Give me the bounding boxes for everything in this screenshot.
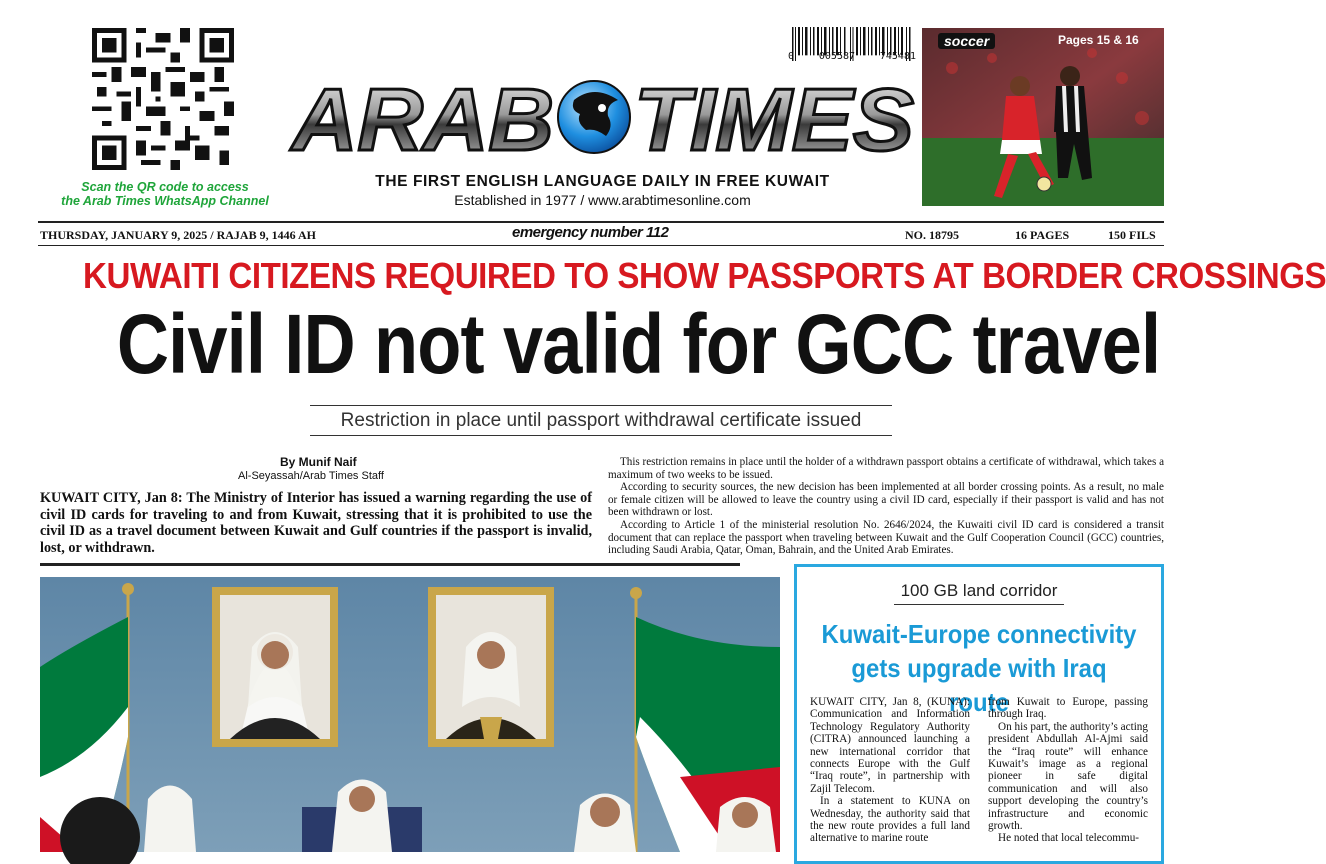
masthead-tagline: THE FIRST ENGLISH LANGUAGE DAILY IN FREE KUWAIT bbox=[290, 173, 915, 191]
masthead-title-left: ARAB bbox=[290, 70, 554, 169]
lead-headline[interactable]: Civil ID not valid for GCC travel bbox=[117, 296, 1085, 392]
barcode-digits-mid: 005587 bbox=[819, 51, 855, 62]
sidebar-kicker: 100 GB land corridor bbox=[894, 581, 1064, 601]
sidebar-kicker-rule bbox=[894, 604, 1064, 605]
barcode-number bbox=[788, 51, 916, 62]
portrait-left bbox=[212, 587, 338, 747]
soccer-tag[interactable]: soccer bbox=[938, 33, 995, 49]
portrait-right bbox=[428, 587, 554, 747]
dateline-rule-bottom bbox=[38, 245, 1164, 246]
issue-number: NO. 18795 bbox=[905, 228, 959, 243]
lead-kicker[interactable]: KUWAITI CITIZENS REQUIRED TO SHOW PASSPORTS AT BORDER CROSSINGS bbox=[83, 255, 1119, 297]
soccer-pages[interactable]: Pages 15 & 16 bbox=[1058, 33, 1139, 47]
soccer-promo-photo[interactable] bbox=[922, 28, 1164, 206]
byline-org: Al-Seyassah/Arab Times Staff bbox=[238, 470, 384, 482]
sidebar-paragraph: He noted that local telecommu- bbox=[988, 832, 1148, 844]
lead-deck: Restriction in place until passport withdrawal certificate issued bbox=[310, 405, 892, 436]
byline: By Munif Naif bbox=[280, 455, 357, 469]
sidebar-headline-line2: gets upgrade with Iraq route bbox=[820, 651, 1138, 719]
dateline-date: THURSDAY, JANUARY 9, 2025 / RAJAB 9, 1446 AH bbox=[40, 228, 316, 243]
qr-code[interactable] bbox=[92, 28, 234, 170]
dateline-rule-top bbox=[38, 221, 1164, 223]
sidebar-paragraph: from Kuwait to Europe, passing through Iraq. bbox=[988, 696, 1148, 721]
barcode-digits-right: 745481 bbox=[880, 51, 916, 62]
sidebar-paragraph: On his part, the authority’s acting president Abdullah Al-Ajmi said the “Iraq route” will enhance Kuwait’s image as a regional pioneer in safe digital communication and will also support developing the country’s infrastructure and economic growth. bbox=[988, 721, 1148, 833]
ball-icon bbox=[1037, 177, 1051, 191]
masthead-logo[interactable] bbox=[288, 70, 918, 162]
sidebar-paragraph: In a statement to KUNA on Wednesday, the authority said that the new route provides a full land alternative to marine route bbox=[810, 795, 970, 845]
emergency-number: emergency number 112 bbox=[512, 224, 668, 241]
sidebar-column-1 bbox=[810, 696, 970, 845]
lead-paragraph: This restriction remains in place until the holder of a withdrawn passport obtains a certificate of withdrawal, which takes a maximum of two weeks to be issued. bbox=[608, 456, 1164, 481]
lead-paragraph: According to security sources, the new decision has been implemented at all border crossing points. As a result, no male or female citizen will be allowed to leave the country using a civil ID card, especially if their passport is valid and has not been withdrawn or lost. bbox=[608, 481, 1164, 519]
lead-lede: KUWAIT CITY, Jan 8: The Ministry of Interior has issued a warning regarding the use of civil ID cards for traveling to and from Kuwait, stressing that it is prohibited to use the civil ID as a travel document between Kuwait and Gulf countries if the passport is invalid, lost, or withdrawn. bbox=[40, 490, 592, 556]
lead-photo[interactable] bbox=[40, 577, 780, 852]
falcon-globe-icon bbox=[558, 81, 630, 153]
sidebar-paragraph: KUWAIT CITY, Jan 8, (KUNA): Communication and Information Technology Regulatory Authority (CITRA) announced launching a new international corridor that connects Europe with the Gulf “Iraq route”, in partnership with Zajil Telecom. bbox=[810, 696, 970, 795]
lead-column-2 bbox=[608, 456, 1164, 557]
qr-caption-line1: Scan the QR code to access bbox=[40, 180, 290, 194]
page-count: 16 PAGES bbox=[1015, 228, 1069, 243]
lead-paragraph: According to Article 1 of the ministerial resolution No. 2646/2024, the Kuwaiti civil ID card is considered a transit document that can replace the passport when traveling between Kuwait and the Gulf Cooperation Council (GCC) countries, including Saudi Arabia, Qatar, Oman, Bahrain, and the United Arab Emirates. bbox=[608, 519, 1164, 557]
barcode-digit-left: 0 bbox=[788, 51, 794, 62]
sidebar-column-2 bbox=[988, 696, 1148, 845]
price: 150 FILS bbox=[1108, 228, 1156, 243]
qr-caption-line2: the Arab Times WhatsApp Channel bbox=[40, 194, 290, 208]
masthead-title-right: TIMES bbox=[634, 70, 914, 169]
masthead-established[interactable]: Established in 1977 / www.arabtimesonline.com bbox=[290, 192, 915, 208]
qr-caption bbox=[40, 180, 290, 208]
sidebar-headline-line1: Kuwait-Europe connectivity bbox=[820, 617, 1138, 651]
section-rule bbox=[40, 563, 740, 566]
